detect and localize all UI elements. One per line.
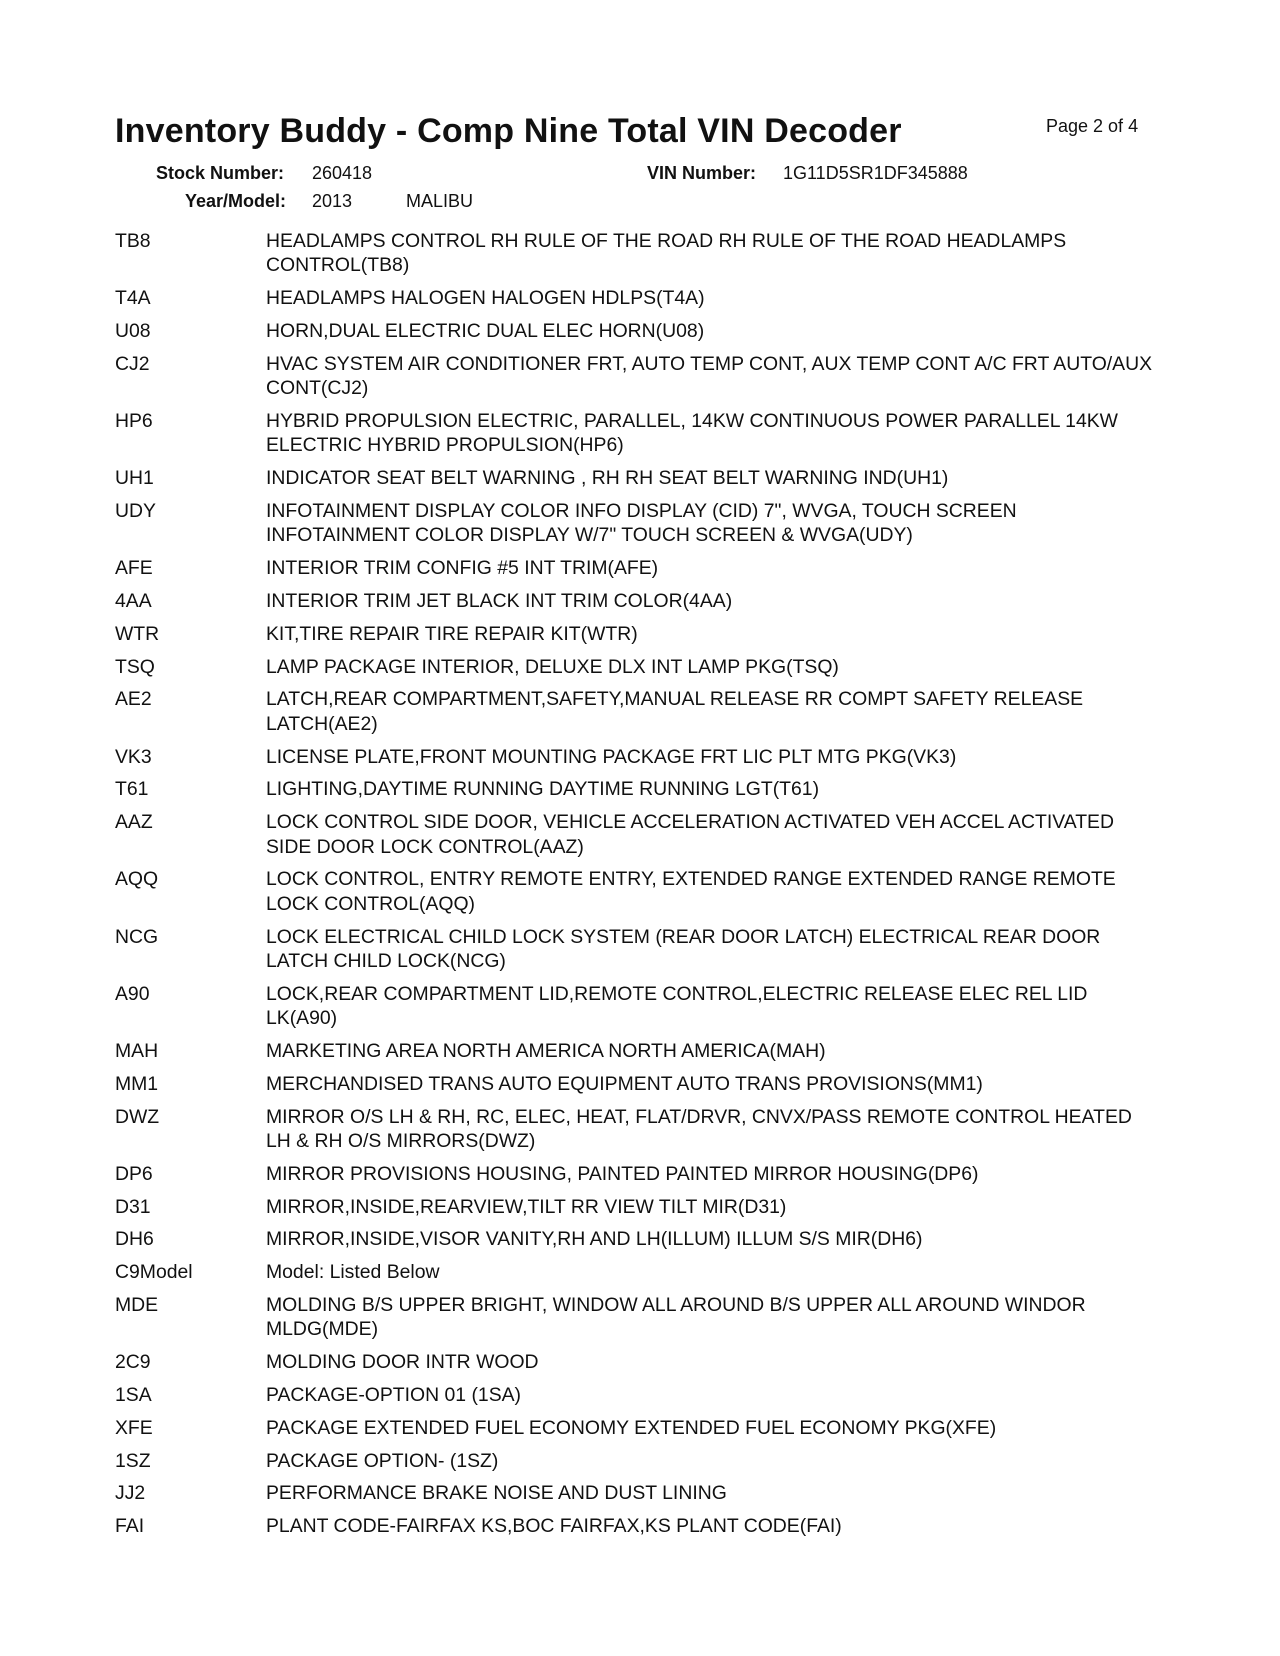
option-row bbox=[115, 556, 1155, 580]
option-code: VK3 bbox=[115, 745, 152, 768]
option-row bbox=[115, 867, 1155, 916]
option-row bbox=[115, 286, 1155, 310]
option-row bbox=[115, 1162, 1155, 1186]
option-code: AAZ bbox=[115, 811, 153, 834]
stock-number-value: 260418 bbox=[312, 163, 373, 183]
option-code: HP6 bbox=[115, 410, 153, 432]
option-description: MIRROR,INSIDE,VISOR VANITY,RH AND LH(ILLUM) ILLUM S/S MIR(DH6) bbox=[266, 1228, 923, 1251]
option-code: MAH bbox=[115, 1040, 159, 1062]
option-description: MIRROR PROVISIONS HOUSING, PAINTED PAINTED MIRROR HOUSING(DP6) bbox=[266, 1162, 979, 1185]
option-code: D31 bbox=[115, 1195, 151, 1218]
option-row bbox=[115, 409, 1155, 458]
option-code: FAI bbox=[115, 1515, 145, 1538]
option-description: PLANT CODE-FAIRFAX KS,BOC FAIRFAX,KS PLANT CODE(FAI) bbox=[266, 1515, 842, 1538]
option-code: DH6 bbox=[115, 1228, 154, 1251]
option-description: MOLDING B/S UPPER BRIGHT, WINDOW ALL AROUND B/S UPPER ALL AROUND WINDOR MLDG(MDE) bbox=[266, 1293, 1086, 1341]
option-code: DWZ bbox=[115, 1105, 160, 1128]
option-code: WTR bbox=[115, 622, 160, 645]
option-code: AQQ bbox=[115, 868, 159, 891]
option-row bbox=[115, 745, 1155, 769]
option-description: LOCK CONTROL, ENTRY REMOTE ENTRY, EXTENDED RANGE EXTENDED RANGE REMOTE LOCK CONTROL(AQQ) bbox=[266, 868, 1116, 915]
option-row bbox=[115, 1514, 1155, 1538]
option-row bbox=[115, 1227, 1155, 1251]
option-row bbox=[115, 1072, 1155, 1096]
option-code: JJ2 bbox=[115, 1482, 146, 1505]
option-description: HEADLAMPS HALOGEN HALOGEN HDLPS(T4A) bbox=[266, 287, 705, 310]
vin-number-value: 1G11D5SR1DF345888 bbox=[783, 163, 968, 183]
option-code: AFE bbox=[115, 557, 153, 580]
option-row bbox=[115, 655, 1155, 679]
page-number: Page 2 of 4 bbox=[1046, 116, 1139, 136]
option-code: 1SA bbox=[115, 1383, 152, 1406]
option-description: PACKAGE OPTION- (1SZ) bbox=[266, 1449, 499, 1472]
option-row bbox=[115, 1416, 1155, 1440]
option-row bbox=[115, 1481, 1155, 1505]
vin-number-label: VIN Number: bbox=[647, 163, 757, 183]
option-description: INDICATOR SEAT BELT WARNING , RH RH SEAT BELT WARNING IND(UH1) bbox=[266, 467, 949, 490]
option-description: INTERIOR TRIM JET BLACK INT TRIM COLOR(4AA) bbox=[266, 590, 733, 612]
option-row bbox=[115, 810, 1155, 859]
option-description: MIRROR,INSIDE,REARVIEW,TILT RR VIEW TILT MIR(D31) bbox=[266, 1195, 787, 1218]
option-code: MDE bbox=[115, 1293, 159, 1316]
option-row bbox=[115, 687, 1155, 736]
option-description: MOLDING DOOR INTR WOOD bbox=[266, 1351, 539, 1374]
option-row bbox=[115, 229, 1155, 278]
option-row bbox=[115, 777, 1155, 801]
option-row bbox=[115, 1293, 1155, 1342]
year-model-label: Year/Model: bbox=[185, 191, 287, 211]
option-description: PERFORMANCE BRAKE NOISE AND DUST LINING bbox=[266, 1482, 727, 1505]
option-code: 1SZ bbox=[115, 1449, 151, 1472]
option-row bbox=[115, 1449, 1155, 1473]
option-description: HORN,DUAL ELECTRIC DUAL ELEC HORN(U08) bbox=[266, 320, 705, 342]
option-row bbox=[115, 925, 1155, 974]
option-row bbox=[115, 622, 1155, 646]
option-row bbox=[115, 589, 1155, 613]
option-code: DP6 bbox=[115, 1162, 153, 1185]
option-row bbox=[115, 1195, 1155, 1219]
option-description: PACKAGE EXTENDED FUEL ECONOMY EXTENDED FUEL ECONOMY PKG(XFE) bbox=[266, 1416, 997, 1439]
option-description: LAMP PACKAGE INTERIOR, DELUXE DLX INT LAMP PKG(TSQ) bbox=[266, 655, 839, 678]
option-code: T4A bbox=[115, 287, 151, 310]
option-description: INTERIOR TRIM CONFIG #5 INT TRIM(AFE) bbox=[266, 557, 659, 580]
option-row bbox=[115, 466, 1155, 490]
option-row bbox=[115, 319, 1155, 343]
option-description: MARKETING AREA NORTH AMERICA NORTH AMERICA(MAH) bbox=[266, 1040, 826, 1062]
option-description: HVAC SYSTEM AIR CONDITIONER FRT, AUTO TEMP CONT, AUX TEMP CONT A/C FRT AUTO/AUX CONT(CJ2) bbox=[266, 352, 1153, 400]
option-description: HEADLAMPS CONTROL RH RULE OF THE ROAD RH RULE OF THE ROAD HEADLAMPS CONTROL(TB8) bbox=[266, 230, 1067, 277]
option-description: Model: Listed Below bbox=[266, 1261, 440, 1284]
option-code: T61 bbox=[115, 778, 149, 801]
option-row bbox=[115, 1039, 1155, 1063]
option-row bbox=[115, 1260, 1155, 1284]
option-description: HYBRID PROPULSION ELECTRIC, PARALLEL, 14KW CONTINUOUS POWER PARALLEL 14KW ELECTRIC HYBRID PROPULSION(HP6) bbox=[266, 410, 1118, 457]
option-row bbox=[115, 1350, 1155, 1374]
year-value: 2013 bbox=[312, 191, 353, 211]
option-row bbox=[115, 982, 1155, 1031]
option-code: 2C9 bbox=[115, 1351, 151, 1374]
page-title: Inventory Buddy - Comp Nine Total VIN Decoder bbox=[115, 112, 902, 150]
option-code: A90 bbox=[115, 982, 150, 1005]
option-row bbox=[115, 499, 1155, 548]
option-code: U08 bbox=[115, 320, 151, 342]
option-row bbox=[115, 1105, 1155, 1154]
option-code: XFE bbox=[115, 1416, 153, 1439]
option-description: LATCH,REAR COMPARTMENT,SAFETY,MANUAL RELEASE RR COMPT SAFETY RELEASE LATCH(AE2) bbox=[266, 688, 1084, 735]
option-code: UH1 bbox=[115, 467, 154, 490]
option-code: AE2 bbox=[115, 688, 152, 711]
option-description: LIGHTING,DAYTIME RUNNING DAYTIME RUNNING LGT(T61) bbox=[266, 778, 820, 801]
option-code-list bbox=[115, 229, 1155, 1547]
option-code: NCG bbox=[115, 925, 159, 948]
option-code: MM1 bbox=[115, 1072, 159, 1095]
option-description: KIT,TIRE REPAIR TIRE REPAIR KIT(WTR) bbox=[266, 622, 638, 645]
option-description: MIRROR O/S LH & RH, RC, ELEC, HEAT, FLAT/DRVR, CNVX/PASS REMOTE CONTROL HEATED LH & RH O/S MIRRORS(DWZ) bbox=[266, 1105, 1132, 1152]
option-description: LOCK CONTROL SIDE DOOR, VEHICLE ACCELERATION ACTIVATED VEH ACCEL ACTIVATED SIDE DOOR LOCK CONTROL(AAZ) bbox=[266, 811, 1114, 858]
option-row bbox=[115, 1383, 1155, 1407]
option-description: MERCHANDISED TRANS AUTO EQUIPMENT AUTO TRANS PROVISIONS(MM1) bbox=[266, 1072, 983, 1095]
option-description: LOCK ELECTRICAL CHILD LOCK SYSTEM (REAR DOOR LATCH) ELECTRICAL REAR DOOR LATCH CHILD LOCK(NCG) bbox=[266, 925, 1101, 972]
option-code: C9Model bbox=[115, 1261, 193, 1284]
option-code: 4AA bbox=[115, 590, 152, 612]
option-row bbox=[115, 352, 1155, 401]
option-code: CJ2 bbox=[115, 352, 150, 375]
option-description: INFOTAINMENT DISPLAY COLOR INFO DISPLAY (CID) 7", WVGA, TOUCH SCREEN INFOTAINMENT COLOR DISPLAY W/7" TOUCH SCREEN & WVGA(UDY) bbox=[266, 500, 1017, 547]
option-code: TB8 bbox=[115, 230, 151, 252]
option-description: LOCK,REAR COMPARTMENT LID,REMOTE CONTROL,ELECTRIC RELEASE ELEC REL LID LK(A90) bbox=[266, 982, 1088, 1030]
model-value: MALIBU bbox=[406, 191, 474, 211]
option-description: LICENSE PLATE,FRONT MOUNTING PACKAGE FRT LIC PLT MTG PKG(VK3) bbox=[266, 745, 957, 768]
option-code: TSQ bbox=[115, 655, 155, 678]
option-description: PACKAGE-OPTION 01 (1SA) bbox=[266, 1383, 522, 1406]
option-code: UDY bbox=[115, 500, 156, 522]
stock-number-label: Stock Number: bbox=[156, 163, 285, 183]
